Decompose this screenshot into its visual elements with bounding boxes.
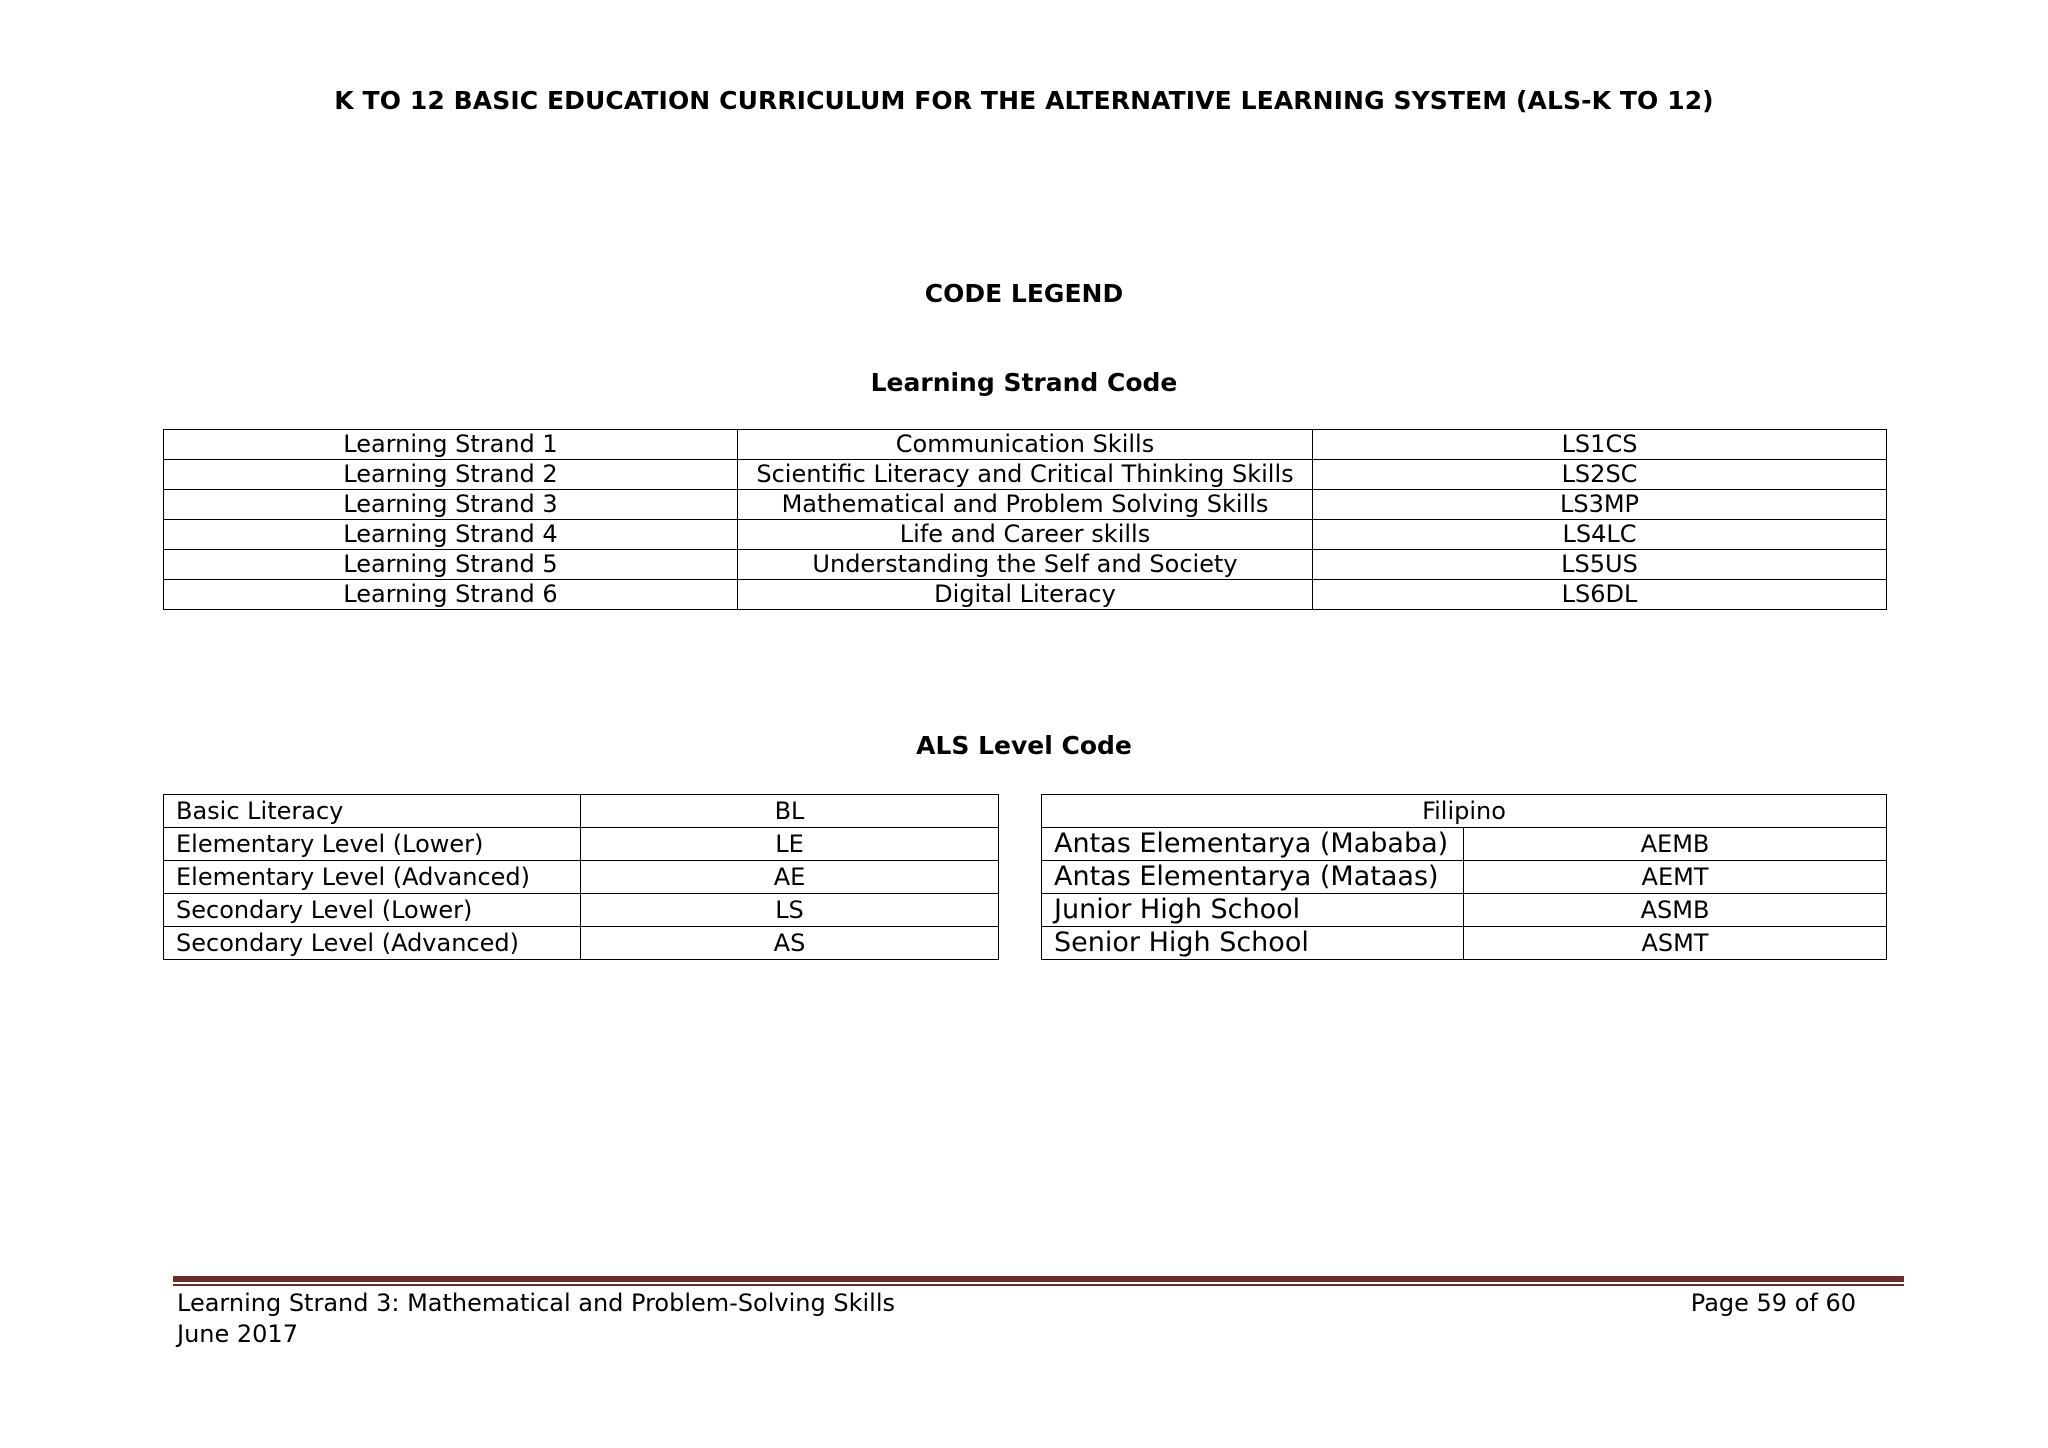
- strand-name-cell: Communication Skills: [738, 430, 1313, 460]
- strand-code-cell: LS2SC: [1313, 460, 1887, 490]
- level-name-cell: Basic Literacy: [164, 795, 581, 828]
- level-code-cell: AS: [581, 927, 999, 960]
- strand-cell: Learning Strand 4: [164, 520, 738, 550]
- strand-name-cell: Mathematical and Problem Solving Skills: [738, 490, 1313, 520]
- strand-code-cell: LS3MP: [1313, 490, 1887, 520]
- learning-strand-code-heading: Learning Strand Code: [870, 368, 1178, 397]
- strand-code-cell: LS6DL: [1313, 580, 1887, 610]
- filipino-level-name-cell: Senior High School: [1042, 927, 1464, 960]
- level-code-cell: BL: [581, 795, 999, 828]
- table-row: [164, 861, 999, 894]
- level-code-cell: LE: [581, 828, 999, 861]
- level-name-cell: Secondary Level (Lower): [164, 894, 581, 927]
- table-row: [164, 430, 1887, 460]
- strand-cell: Learning Strand 6: [164, 580, 738, 610]
- table-row: [164, 828, 999, 861]
- table-row: [1042, 861, 1887, 894]
- filipino-level-code-cell: AEMT: [1464, 861, 1887, 894]
- strand-cell: Learning Strand 3: [164, 490, 738, 520]
- filipino-level-name-cell: Antas Elementarya (Mataas): [1042, 861, 1464, 894]
- table-row: [164, 460, 1887, 490]
- filipino-level-code-cell: ASMB: [1464, 894, 1887, 927]
- level-name-cell: Elementary Level (Lower): [164, 828, 581, 861]
- strand-code-cell: LS1CS: [1313, 430, 1887, 460]
- level-code-cell: AE: [581, 861, 999, 894]
- strand-code-cell: LS4LC: [1313, 520, 1887, 550]
- filipino-level-name-cell: Antas Elementarya (Mababa): [1042, 828, 1464, 861]
- table-row: [1042, 927, 1887, 960]
- filipino-level-code-cell: ASMT: [1464, 927, 1887, 960]
- strand-name-cell: Scientific Literacy and Critical Thinking Skills: [738, 460, 1313, 490]
- strand-cell: Learning Strand 1: [164, 430, 738, 460]
- table-row: [164, 580, 1887, 610]
- strand-cell: Learning Strand 2: [164, 460, 738, 490]
- filipino-level-code-table: [1041, 794, 1887, 960]
- strand-name-cell: Understanding the Self and Society: [738, 550, 1313, 580]
- code-legend-heading: CODE LEGEND: [924, 279, 1124, 308]
- level-code-cell: LS: [581, 894, 999, 927]
- footer-divider-thin: [173, 1284, 1904, 1286]
- strand-name-cell: Life and Career skills: [738, 520, 1313, 550]
- filipino-header-cell: Filipino: [1042, 795, 1887, 828]
- table-row: [1042, 828, 1887, 861]
- als-level-code-heading: ALS Level Code: [916, 731, 1132, 760]
- table-row: [1042, 894, 1887, 927]
- footer-date: June 2017: [177, 1320, 298, 1348]
- page-number: Page 59 of 60: [1690, 1289, 1856, 1317]
- learning-strand-code-table: [163, 429, 1887, 610]
- strand-cell: Learning Strand 5: [164, 550, 738, 580]
- table-header-row: [1042, 795, 1887, 828]
- strand-code-cell: LS5US: [1313, 550, 1887, 580]
- table-row: [164, 894, 999, 927]
- table-row: [164, 795, 999, 828]
- table-row: [164, 550, 1887, 580]
- filipino-level-name-cell: Junior High School: [1042, 894, 1464, 927]
- table-row: [164, 927, 999, 960]
- filipino-level-code-cell: AEMB: [1464, 828, 1887, 861]
- level-name-cell: Secondary Level (Advanced): [164, 927, 581, 960]
- footer-divider-thick: [173, 1276, 1904, 1282]
- table-row: [164, 520, 1887, 550]
- table-row: [164, 490, 1887, 520]
- document-title: K TO 12 BASIC EDUCATION CURRICULUM FOR THE ALTERNATIVE LEARNING SYSTEM (ALS-K TO 12): [334, 86, 1714, 115]
- strand-name-cell: Digital Literacy: [738, 580, 1313, 610]
- level-name-cell: Elementary Level (Advanced): [164, 861, 581, 894]
- footer-strand-title: Learning Strand 3: Mathematical and Problem-Solving Skills: [177, 1289, 895, 1317]
- als-level-code-table: [163, 794, 999, 960]
